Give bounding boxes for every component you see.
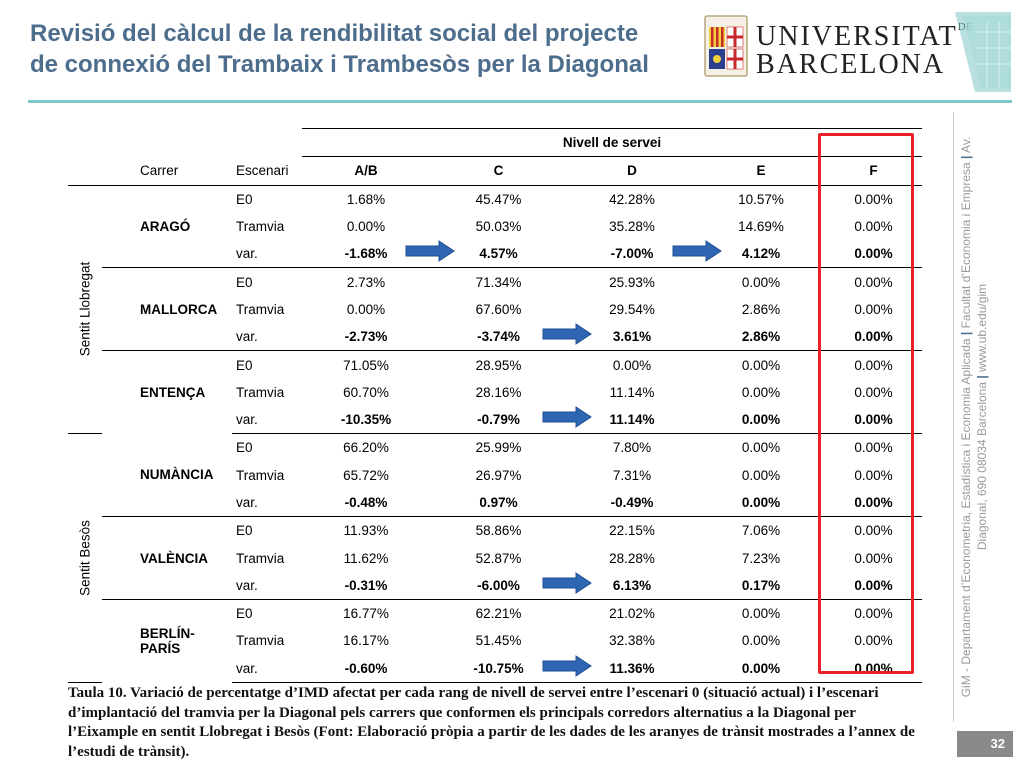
value-cell-f: 0.00% bbox=[825, 489, 922, 517]
value-cell-e: 0.00% bbox=[741, 633, 781, 649]
value-cell-d: 42.28% bbox=[609, 191, 655, 207]
sidebar-credits: GiM - Departament d’Econometria, Estadística i Economia Aplicada | Facultat d’Economia i Empresa | Av. Diagonal, 690 08034 Barcelona | www.ub.edu/gim bbox=[959, 136, 989, 698]
scenario-cell: E0 bbox=[236, 274, 253, 290]
value-cell-e: 0.17% bbox=[697, 572, 825, 600]
value-cell-e: 0.00% bbox=[741, 274, 781, 290]
scenario-cell: Tramvia bbox=[236, 219, 285, 235]
value-cell-d: -0.49% bbox=[567, 489, 697, 517]
table-row bbox=[68, 268, 922, 296]
value-cell-e: 0.00% bbox=[697, 655, 825, 683]
value-cell-e: 0.00% bbox=[741, 440, 781, 456]
value-cell-c: 50.03% bbox=[475, 219, 522, 235]
value-cell-f: 0.00% bbox=[854, 301, 893, 317]
value-cell-c: -6.00% bbox=[430, 572, 567, 600]
street-name-entenca: ENTENÇA bbox=[140, 385, 206, 401]
value-cell-f: 0.00% bbox=[854, 550, 893, 566]
scenario-cell: Tramvia bbox=[236, 301, 285, 317]
section-label-sentit-besos bbox=[68, 434, 102, 683]
scenario-cell: Tramvia bbox=[236, 384, 285, 400]
highlight-box-level-f bbox=[818, 133, 914, 674]
header-escenari: Escenari bbox=[232, 157, 302, 185]
value-cell-d: 7.31% bbox=[612, 467, 652, 483]
right-arrow-icon bbox=[672, 240, 722, 262]
value-cell-f: 0.00% bbox=[825, 572, 922, 600]
right-arrow-icon bbox=[542, 323, 592, 345]
value-cell-d: 7.80% bbox=[612, 440, 652, 456]
value-cell-c: 0.97% bbox=[430, 489, 567, 517]
value-cell-c: 25.99% bbox=[475, 440, 522, 456]
right-arrow-icon bbox=[542, 655, 592, 677]
value-cell-e: 0.00% bbox=[741, 357, 781, 373]
value-cell-ab: 71.05% bbox=[343, 357, 389, 373]
value-cell-ab: 0.00% bbox=[346, 219, 386, 235]
scenario-cell: var. bbox=[232, 572, 302, 600]
scenario-cell: var. bbox=[232, 323, 302, 351]
header-row-group bbox=[68, 129, 922, 157]
sidebar-divider bbox=[953, 112, 954, 722]
value-cell-f: 0.00% bbox=[825, 655, 922, 683]
value-cell-e: 0.00% bbox=[697, 406, 825, 434]
street-name-berlin-paris: BERLÍN-PARÍS bbox=[140, 626, 195, 657]
section-label-sentit-llobregat bbox=[68, 185, 102, 434]
table-row bbox=[68, 351, 922, 379]
value-cell-e: 10.57% bbox=[738, 191, 784, 207]
right-arrow-icon bbox=[542, 406, 592, 428]
scenario-cell: var. bbox=[232, 489, 302, 517]
street-name-mallorca: MALLORCA bbox=[102, 268, 232, 351]
value-cell-c: 51.45% bbox=[475, 633, 522, 649]
value-cell-d: 6.13% bbox=[567, 572, 697, 600]
value-cell-ab: -1.68% bbox=[302, 240, 430, 268]
value-cell-ab: 16.17% bbox=[343, 633, 389, 649]
value-cell-f: 0.00% bbox=[854, 606, 893, 622]
scenario-cell: var. bbox=[232, 655, 302, 683]
slide-title: Revisió del càlcul de la rendibilitat social del projecte de connexió del Trambaix i Trambesòs per la Diagonal bbox=[30, 20, 649, 78]
section-label-text: Sentit Llobregat bbox=[77, 262, 93, 357]
value-cell-d: 3.61% bbox=[567, 323, 697, 351]
value-cell-d: 29.54% bbox=[609, 301, 655, 317]
scenario-cell: E0 bbox=[236, 357, 253, 373]
scenario-cell: var. bbox=[232, 406, 302, 434]
value-cell-ab: 60.70% bbox=[343, 384, 389, 400]
page-number: 32 bbox=[957, 731, 1013, 757]
value-cell-c: 58.86% bbox=[475, 523, 522, 539]
value-cell-f: 0.00% bbox=[854, 191, 893, 207]
street-name-numancia: NUMÀNCIA bbox=[102, 434, 232, 517]
street-name-valencia: VALÈNCIA bbox=[102, 517, 232, 600]
value-cell-e: 2.86% bbox=[741, 301, 781, 317]
value-cell-c: -3.74% bbox=[430, 323, 567, 351]
value-cell-ab: -0.31% bbox=[302, 572, 430, 600]
scenario-cell: Tramvia bbox=[236, 467, 285, 483]
header-level-d: D bbox=[567, 157, 697, 185]
value-cell-f: 0.00% bbox=[825, 240, 922, 268]
value-cell-d: -7.00% bbox=[567, 240, 697, 268]
header-level-c: C bbox=[430, 157, 567, 185]
value-cell-f: 0.00% bbox=[854, 467, 893, 483]
value-cell-c: 52.87% bbox=[475, 550, 522, 566]
section-label-text: Sentit Besòs bbox=[77, 520, 93, 596]
street-name-arago: ARAGÓ bbox=[102, 185, 232, 268]
value-cell-c: 26.97% bbox=[475, 467, 522, 483]
table-row bbox=[68, 600, 922, 628]
scenario-cell: E0 bbox=[236, 606, 253, 622]
scenario-cell: E0 bbox=[236, 191, 253, 207]
value-cell-e: 0.00% bbox=[697, 489, 825, 517]
scenario-cell: Tramvia bbox=[236, 633, 285, 649]
table-row bbox=[68, 185, 922, 213]
header-level-e: E bbox=[697, 157, 825, 185]
value-cell-f: 0.00% bbox=[854, 357, 893, 373]
value-cell-e: 14.69% bbox=[738, 219, 784, 235]
table-row bbox=[68, 517, 922, 545]
right-arrow-icon bbox=[542, 572, 592, 594]
value-cell-d: 22.15% bbox=[609, 523, 655, 539]
value-cell-c: -10.75% bbox=[430, 655, 567, 683]
value-cell-ab: -0.60% bbox=[302, 655, 430, 683]
value-cell-d: 21.02% bbox=[609, 606, 655, 622]
value-cell-d: 32.38% bbox=[609, 633, 655, 649]
value-cell-c: 28.95% bbox=[475, 357, 522, 373]
value-cell-e: 2.86% bbox=[697, 323, 825, 351]
value-cell-d: 11.36% bbox=[567, 655, 697, 683]
value-cell-f: 0.00% bbox=[854, 274, 893, 290]
value-cell-ab: -0.48% bbox=[302, 489, 430, 517]
table-row bbox=[68, 434, 922, 462]
value-cell-c: 28.16% bbox=[475, 384, 522, 400]
value-cell-c: 62.21% bbox=[475, 606, 522, 622]
value-cell-ab: 0.00% bbox=[346, 301, 386, 317]
value-cell-d: 28.28% bbox=[609, 550, 655, 566]
header-carrer: Carrer bbox=[102, 157, 232, 185]
value-cell-d: 11.14% bbox=[609, 384, 655, 400]
decorative-grid-icon bbox=[955, 12, 1011, 92]
service-level-table bbox=[68, 128, 922, 683]
header-level-ab: A/B bbox=[302, 157, 430, 185]
header-row bbox=[68, 157, 922, 185]
scenario-cell: var. bbox=[232, 240, 302, 268]
value-cell-e: 7.06% bbox=[741, 523, 781, 539]
value-cell-e: 0.00% bbox=[741, 384, 781, 400]
value-cell-f: 0.00% bbox=[825, 406, 922, 434]
value-cell-d: 35.28% bbox=[609, 219, 655, 235]
value-cell-ab: -10.35% bbox=[302, 406, 430, 434]
value-cell-ab: 2.73% bbox=[346, 274, 386, 290]
value-cell-c: 4.57% bbox=[430, 240, 567, 268]
value-cell-ab: 16.77% bbox=[343, 606, 389, 622]
university-shield-icon bbox=[704, 15, 748, 77]
value-cell-ab: 11.93% bbox=[343, 523, 389, 539]
value-cell-c: -0.79% bbox=[430, 406, 567, 434]
value-cell-ab: 65.72% bbox=[343, 467, 389, 483]
university-logo bbox=[704, 15, 958, 81]
right-arrow-icon bbox=[405, 240, 455, 262]
logo-line1: UNIVERSITAT bbox=[756, 21, 958, 52]
value-cell-d: 11.14% bbox=[567, 406, 697, 434]
scenario-cell: Tramvia bbox=[236, 550, 285, 566]
scenario-cell: E0 bbox=[236, 440, 253, 456]
value-cell-f: 0.00% bbox=[854, 440, 893, 456]
value-cell-c: 67.60% bbox=[475, 301, 522, 317]
title-divider bbox=[28, 100, 1012, 103]
value-cell-d: 25.93% bbox=[609, 274, 655, 290]
value-cell-ab: -2.73% bbox=[302, 323, 430, 351]
logo-line2: BARCELONA bbox=[756, 49, 946, 80]
value-cell-f: 0.00% bbox=[854, 523, 893, 539]
table-caption: Taula 10. Variació de percentatge d’IMD afectat per cada rang de nivell de servei entre l’escenari 0 (situació actual) i l’escenari d’implantació del tramvia per la Diagonal pels carrers que conformen els principals corredors alternatius a la Diagonal per l’Eixample en sentit Llobregat i Besòs (Font: Elaboració pròpia a partir de les dades de les aranyes de trànsit mostrades a l’annex de l’estudi de trànsit). bbox=[68, 685, 915, 760]
value-cell-f: 0.00% bbox=[854, 219, 893, 235]
value-cell-ab: 1.68% bbox=[346, 191, 386, 207]
value-cell-e: 0.00% bbox=[741, 467, 781, 483]
value-cell-c: 71.34% bbox=[475, 274, 522, 290]
value-cell-f: 0.00% bbox=[854, 633, 893, 649]
scenario-cell: E0 bbox=[236, 523, 253, 539]
value-cell-e: 7.23% bbox=[741, 550, 781, 566]
header-level-f: F bbox=[825, 157, 922, 185]
value-cell-f: 0.00% bbox=[854, 384, 893, 400]
value-cell-c: 45.47% bbox=[475, 191, 522, 207]
value-cell-d: 0.00% bbox=[612, 357, 652, 373]
header-nivell: Nivell de servei bbox=[302, 129, 922, 157]
value-cell-e: 0.00% bbox=[741, 606, 781, 622]
value-cell-e: 4.12% bbox=[697, 240, 825, 268]
value-cell-ab: 66.20% bbox=[343, 440, 389, 456]
value-cell-ab: 11.62% bbox=[343, 550, 389, 566]
value-cell-f: 0.00% bbox=[825, 323, 922, 351]
